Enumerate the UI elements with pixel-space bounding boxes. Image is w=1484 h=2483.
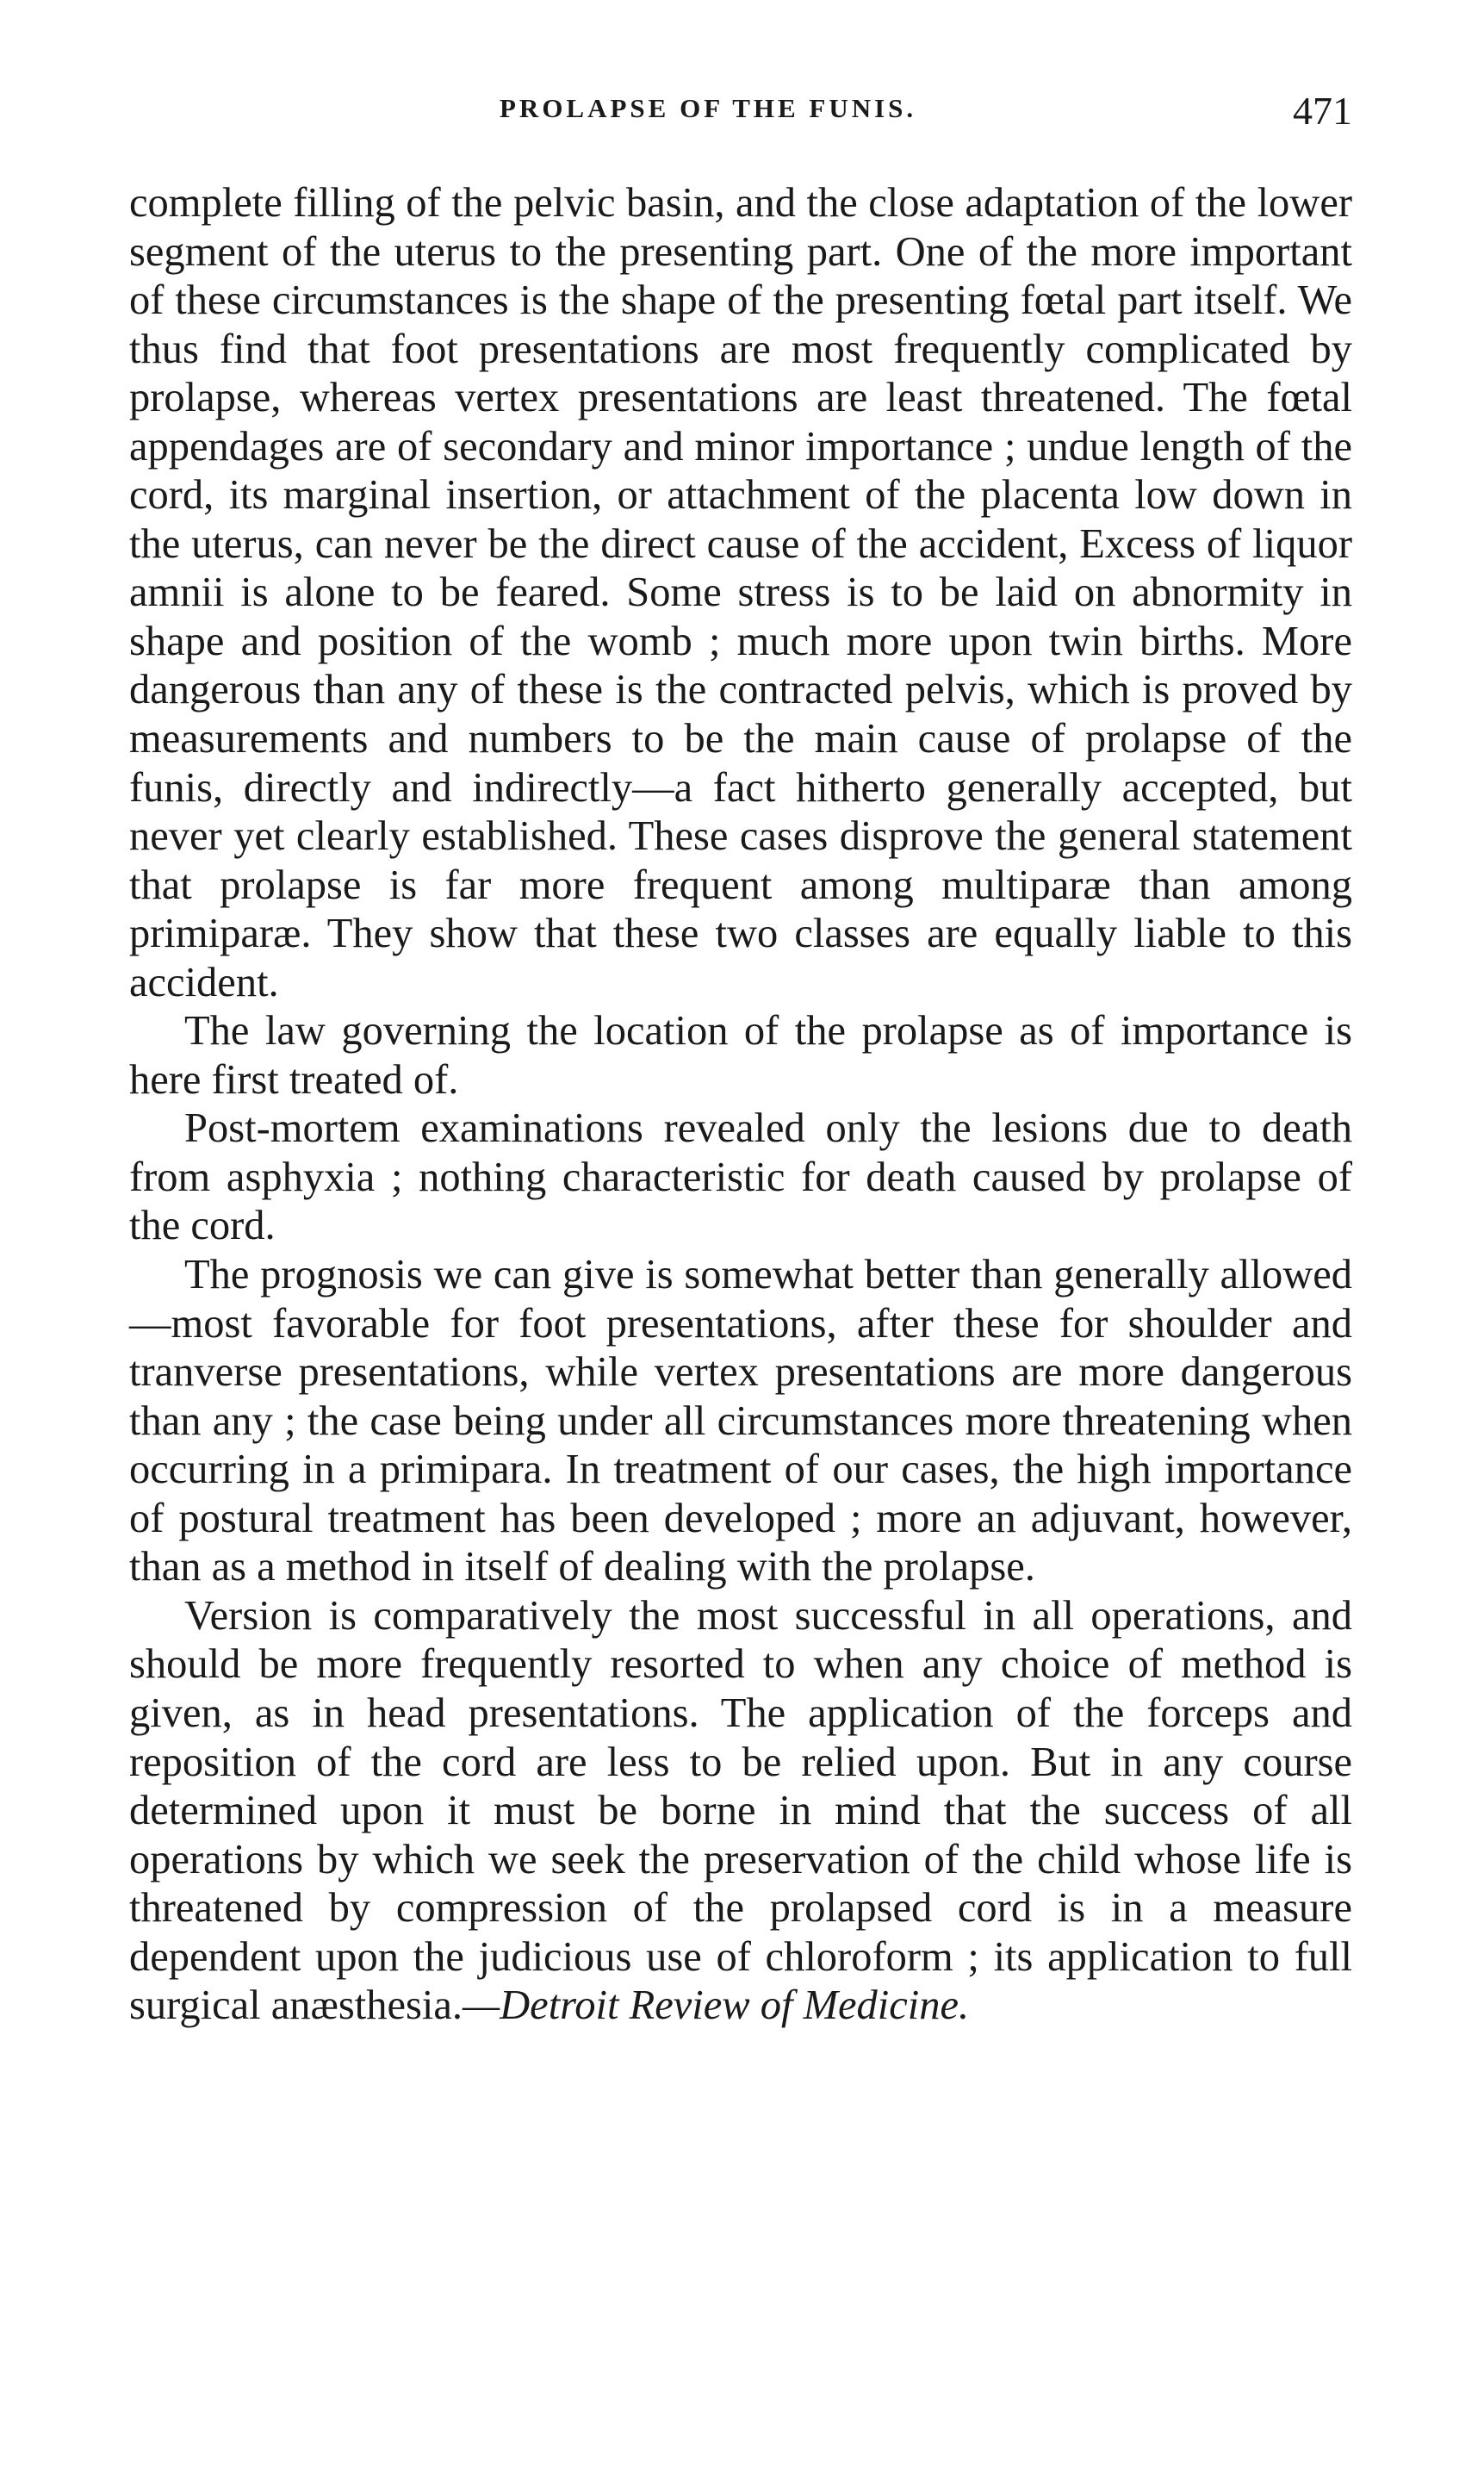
page-number: 471: [1293, 89, 1352, 133]
running-head: [129, 89, 1352, 145]
source-citation: —Detroit Review of Medicine.: [463, 1982, 970, 2029]
paragraph-prognosis: The prognosis we can give is somewhat better than generally allowed—most favorable for foot presentations, after these for shoulder and tranverse presentations, while vertex presentations are more dangerous than any ; the case being under all circumstances more threatening when occurring in a primipara. In treatment of our cases, the high importance of postural treatment has been developed ; more an adjuvant, however, than as a method in itself of dealing with the prolapse.: [129, 1252, 1352, 1590]
paragraph-version: [129, 1592, 1352, 2031]
paragraph-law: The law governing the location of the prolapse as of importance is here first treated of.: [129, 1008, 1352, 1103]
paragraph-version-text: Version is comparatively the most successful in all operations, and should be more frequently resorted to when any choice of method is given, as in head presentations. The application of the forceps and reposition of the cord are less to be relied upon. But in any course determined upon it must be borne in mind that the success of all operations by which we seek the preservation of the child whose life is threatened by compression of the prolapsed cord is in a measure dependent upon the judicious use of chloroform ; its application to full surgical anæsthesia.: [129, 1592, 1352, 2029]
paragraph-causes: complete filling of the pelvic basin, and the close adaptation of the lower segment of the uterus to the presenting part. One of the more important of these circumstances is the shape of the presenting fœtal part itself. We thus find that foot presentations are most frequently complicated by prolapse, whereas vertex presentations are least threatened. The fœtal appendages are of secondary and minor importance ; undue length of the cord, its marginal insertion, or attachment of the placenta low down in the uterus, can never be the direct cause of the accident, Excess of liquor amnii is alone to be feared. Some stress is to be laid on abnormity in shape and position of the womb ; much more upon twin births. More dangerous than any of these is the contracted pelvis, which is proved by measurements and numbers to be the main cause of prolapse of the funis, directly and indirectly—a fact hitherto generally accepted, but never yet clearly established. These cases disprove the general statement that prolapse is far more frequent among multiparæ than among primiparæ. They show that these two classes are equally liable to this accident.: [129, 180, 1352, 1005]
article-body: [129, 179, 1352, 2031]
paragraph-post-mortem: Post-mortem examinations revealed only the lesions due to death from asphyxia ; nothing characteristic for death caused by prolapse of the cord.: [129, 1105, 1352, 1249]
running-title: PROLAPSE OF THE FUNIS.: [500, 93, 917, 123]
